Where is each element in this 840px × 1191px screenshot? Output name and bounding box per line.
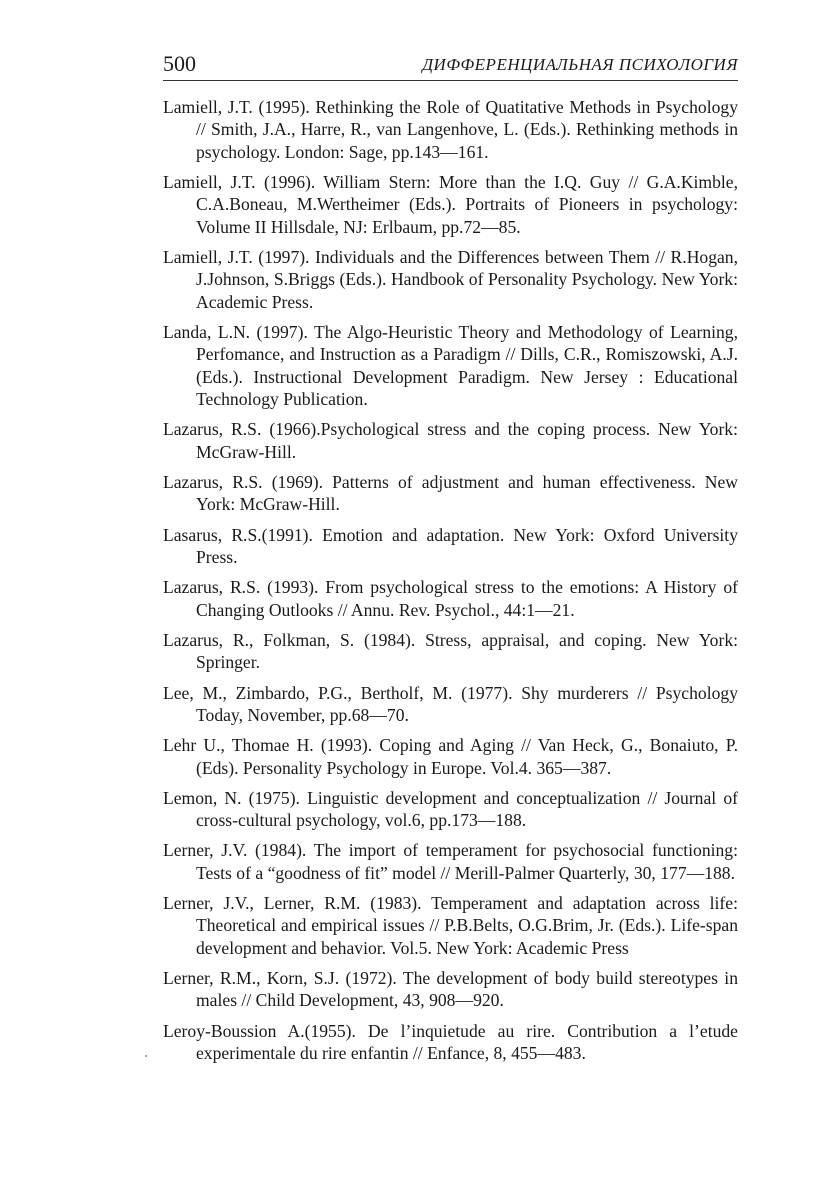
reference-entry: Lazarus, R.S. (1969). Patterns of adjustment and human effectiveness. New York: McGraw-Hill. xyxy=(163,472,738,515)
reference-entry: Lerner, J.V., Lerner, R.M. (1983). Temperament and adaptation across life: Theoretical and empirical issues // P.B.Belts, O.G.Brim, Jr. (Eds.). Life-span development and behavior. Vol.5. New York: Academic Press xyxy=(163,892,738,958)
reference-entry: Lerner, J.V. (1984). The import of temperament for psychosocial functioning: Tests of a “goodness of fit” model // Merill-Palmer Quarterly, 30, 177—188. xyxy=(163,840,738,883)
reference-entry: Lasarus, R.S.(1991). Emotion and adaptation. New York: Oxford University Press. xyxy=(163,524,738,568)
reference-list xyxy=(163,96,738,1072)
reference-entry: Lazarus, R., Folkman, S. (1984). Stress, appraisal, and coping. New York: Springer. xyxy=(163,629,738,673)
reference-entry: Lamiell, J.T. (1996). William Stern: More than the I.Q. Guy // G.A.Kimble, C.A.Boneau, M.Wertheimer (Eds.). Portraits of Pioneers in psychology: Volume II Hillsdale, NJ: Erlbaum, pp.72—85. xyxy=(163,172,738,237)
reference-entry: Landa, L.N. (1997). The Algo-Heuristic Theory and Methodology of Learning, Perfomance, and Instruction as a Paradigm // Dills, C.R., Romiszowski, A.J. (Eds.). Instructional Development Paradigm. New Jersey : Educational Technology Publication. xyxy=(163,322,738,410)
running-title: ДИФФЕРЕНЦИАЛЬНАЯ ПСИХОЛОГИЯ xyxy=(422,55,738,74)
running-header xyxy=(163,50,738,81)
scan-speck xyxy=(145,1055,147,1057)
reference-entry: Lamiell, J.T. (1995). Rethinking the Role of Quatitative Methods in Psychology // Smith, J.A., Harre, R., van Langenhove, L. (Eds.). Rethinking methods in psychology. London: Sage, pp.143—161. xyxy=(163,97,738,162)
page-number: 500 xyxy=(163,51,196,76)
reference-entry: Leroy-Boussion A.(1955). De l’inquietude au rire. Contribution a l’etude experimentale du rire enfantin // Enfance, 8, 455—483. xyxy=(163,1020,738,1063)
reference-entry: Lazarus, R.S. (1993). From psychological stress to the emotions: A History of Changing Outlooks // Annu. Rev. Psychol., 44:1—21. xyxy=(163,577,738,620)
reference-entry: Lerner, R.M., Korn, S.J. (1972). The development of body build stereotypes in males // Child Development, 43, 908—920. xyxy=(163,967,738,1011)
reference-entry: Lemon, N. (1975). Linguistic development and conceptualization // Journal of cross-cultural psychology, vol.6, pp.173—188. xyxy=(163,787,738,831)
reference-entry: Lehr U., Thomae H. (1993). Coping and Aging // Van Heck, G., Bonaiuto, P. (Eds). Personality Psychology in Europe. Vol.4. 365—387. xyxy=(163,735,738,778)
reference-entry: Lamiell, J.T. (1997). Individuals and the Differences between Them // R.Hogan, J.Johnson, S.Briggs (Eds.). Handbook of Personality Psychology. New York: Academic Press. xyxy=(163,247,738,312)
reference-entry: Lee, M., Zimbardo, P.G., Bertholf, M. (1977). Shy murderers // Psychology Today, November, pp.68—70. xyxy=(163,682,738,725)
reference-entry: Lazarus, R.S. (1966).Psychological stress and the coping process. New York: McGraw-Hill. xyxy=(163,419,738,462)
